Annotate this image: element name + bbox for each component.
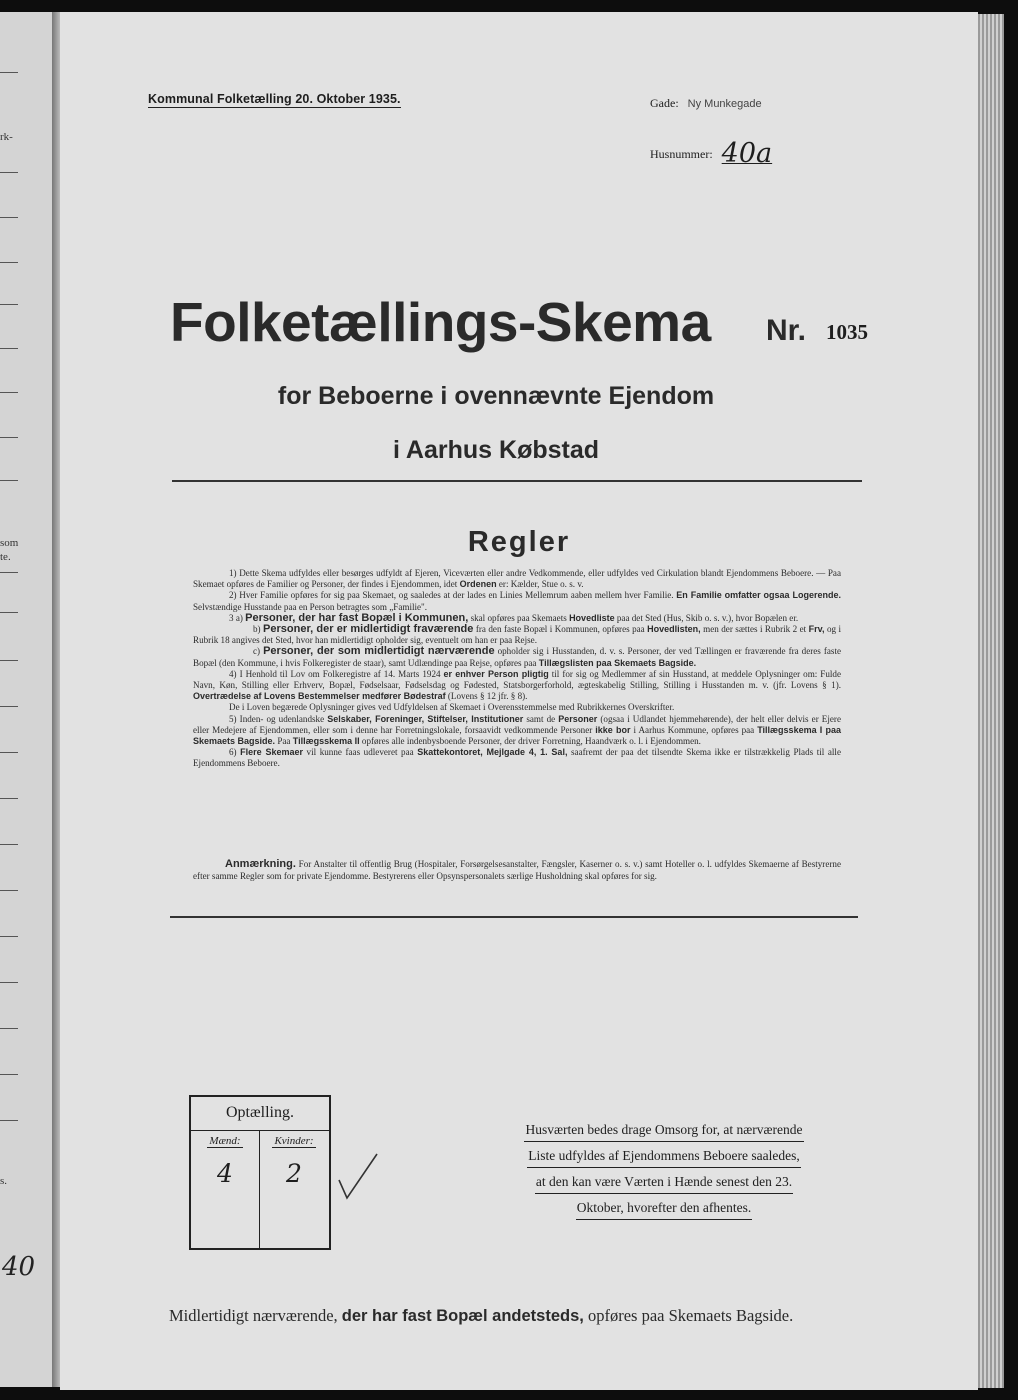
left-rule	[0, 262, 18, 263]
maend-label: Mænd:	[209, 1135, 241, 1147]
optaelling-box	[189, 1095, 331, 1250]
left-fragment: som	[0, 537, 19, 549]
notice-line: at den kan være Værten i Hænde senest den 23.	[535, 1170, 793, 1194]
left-fragment: s.	[0, 1175, 8, 1187]
left-rule	[0, 72, 18, 73]
left-rule	[0, 348, 18, 349]
page-stack-edge	[978, 14, 1004, 1388]
rule-6: 6) Flere Skemaer vil kunne faas udleveret paa Skattekontoret, Mejlgade 4, 1. Sal, saafremt der paa det tilsendte Skema ikke er tilstrækkelig Plads til alle Ejendommens Beboere.	[193, 747, 841, 769]
rule-2: 2) Hver Familie opføres for sig paa Skemaet, og saaledes at der lades en Linies Mellemrum aaben mellem hver Familie. En Familie omfatter ogsaa Logerende. Selvstændige Husstande paa en Person betragtes som „Familie".	[193, 590, 841, 612]
left-rule	[0, 660, 18, 661]
form-title: Folketællings-Skema	[170, 291, 711, 353]
notice-line: Husværten bedes drage Omsorg for, at nærværende	[524, 1118, 803, 1142]
maend-column	[191, 1130, 260, 1248]
left-rule	[0, 1074, 18, 1075]
left-rule	[0, 844, 18, 845]
rule-3b: b) Personer, der er midlertidigt fraværende fra den faste Bopæl i Kommunen, opføres paa Hovedlisten, men der sættes i Rubrik 2 et Frv, og i Rubrik 18 angives det Sted, hvor han midlertidigt opholder sig, eventuelt om han er paa Rejse.	[193, 623, 842, 646]
optaelling-title: Optælling.	[191, 1097, 329, 1131]
form-subtitle-1: for Beboerne i ovennævnte Ejendom	[277, 382, 715, 410]
book-gutter	[52, 12, 60, 1387]
landlord-notice	[488, 1118, 840, 1222]
divider-top	[172, 480, 862, 482]
anmaerkning-label: Anmærkning.	[225, 858, 296, 870]
left-rule	[0, 392, 18, 393]
form-number-value: 1035	[826, 320, 868, 344]
divider-bottom	[170, 916, 858, 918]
left-rule	[0, 798, 18, 799]
anmaerkning-text: For Anstalter til offentlig Brug (Hospitaler, Forsørgelsesanstalter, Fængsler, Kaserner o. s. v.) samt Hoteller o. l. udfyldes Skemaerne af Bestyrerne efter samme Regler som for private Ejendomme. Bestyrerens eller Opsynspersonalets særlige Husholdning skal opføres for sig.	[193, 859, 841, 881]
left-rule	[0, 572, 18, 573]
rule-4-extra: De i Loven begærede Oplysninger gives ved Udfyldelsen af Skemaet i Overensstemmelse med Rubrikkernes Overskrifter.	[229, 702, 675, 713]
left-rule	[0, 1120, 18, 1121]
left-fragment: te.	[0, 551, 11, 563]
rule-3a: 3 a) Personer, der har fast Bopæl i Kommunen, skal opføres paa Skemaets Hovedliste paa det Sted (Hus, Skib o. s. v.), hvor Bopælen er.	[229, 611, 799, 624]
left-rule	[0, 982, 18, 983]
rule-1: 1) Dette Skema udfyldes eller besørges udfyldt af Ejeren, Viceværten eller andre Vedkommende, eller udfyldes ved Cirkulation blandt Ejendommens Beboere. — Paa Skemaet opføres de Familier og Personer, der findes i Ejendommen, idet Ordenen er: Kælder, Stue o. s. v.	[193, 568, 841, 590]
left-rule	[0, 752, 18, 753]
left-rule	[0, 612, 18, 613]
left-rule	[0, 172, 18, 173]
kvinder-label: Kvinder:	[274, 1135, 314, 1147]
form-number-label: Nr.	[766, 314, 807, 347]
left-rule	[0, 1028, 18, 1029]
anmaerkning-note	[193, 858, 841, 882]
rules-text	[193, 568, 841, 770]
rule-4: 4) I Henhold til Lov om Folkeregistre af 14. Marts 1924 er enhver Person pligtig til for sig og Medlemmer af sin Husstand, at meddele Oplysninger om: Fulde Navn, Køn, Stilling eller Erhverv, Bopæl, Fødselsaar, Fødselsdag og Fødested, Statsborgerforhold, ægteskabelig Stilling, Stilling i Husstanden m. v. (jfr. Lovens § 1). Overtrædelse af Lovens Bestemmelser medfører Bødestraf (Lovens § 12 jfr. § 8).	[193, 668, 841, 702]
notice-line: Oktober, hvorefter den afhentes.	[576, 1196, 753, 1220]
maend-count: 4	[217, 1159, 233, 1188]
left-rule	[0, 706, 18, 707]
husnummer-field	[650, 134, 773, 169]
left-page-number: 40	[2, 1252, 36, 1282]
gade-value: Ny Munkegade	[687, 98, 762, 110]
footer-instruction: Midlertidigt nærværende, der har fast Bopæl andetsteds, opføres paa Skemaets Bagside.	[169, 1306, 794, 1325]
rule-3c: c) Personer, der som midlertidigt nærværende opholder sig i Husstanden, d. v. s. Personer, der ved Tællingen er fraværende fra deres faste Bopæl (den Kommune, i hvis Folkeregister de staar), samt Udlændinge paa Rejse, opføres paa Tillægslisten paa Skemaets Bagside.	[193, 645, 842, 668]
husnummer-label: Husnummer:	[650, 147, 713, 161]
left-rule	[0, 936, 18, 937]
left-rule	[0, 480, 18, 481]
left-page-strip	[0, 12, 52, 1387]
left-rule	[0, 304, 18, 305]
kvinder-count: 2	[286, 1159, 302, 1188]
husnummer-value: 40a	[721, 138, 773, 169]
gade-label: Gade:	[650, 96, 679, 110]
notice-line: Liste udfyldes af Ejendommens Beboere saaledes,	[527, 1144, 800, 1168]
left-rule	[0, 217, 18, 218]
left-rule	[0, 890, 18, 891]
rules-heading: Regler	[467, 526, 571, 558]
rule-5: 5) Inden- og udenlandske Selskaber, Foreninger, Stiftelser, Institutioner samt de Personer (ogsaa i Udlandet hjemmehørende), der helt eller delvis er Ejere eller Medejere af Ejendommen, eller som i denne har Forretningslokale, forsaavidt vedkommende Personer ikke bor i Aarhus Kommune, opføres paa Tillægsskema I paa Skemaets Bagside. Paa Tillægsskema II opføres alle indenbysboende Personer, der driver Forretning, Haandværk o. l. i Ejendommen.	[193, 713, 841, 747]
form-subtitle-2: i Aarhus Købstad	[392, 436, 600, 464]
left-fragment: rk-	[0, 131, 13, 143]
census-form-page	[60, 12, 978, 1390]
kvinder-column	[259, 1130, 329, 1248]
census-header-label: Kommunal Folketælling 20. Oktober 1935.	[148, 92, 401, 106]
checkmark-icon	[337, 1152, 381, 1202]
left-rule	[0, 437, 18, 438]
gade-field	[650, 96, 762, 111]
